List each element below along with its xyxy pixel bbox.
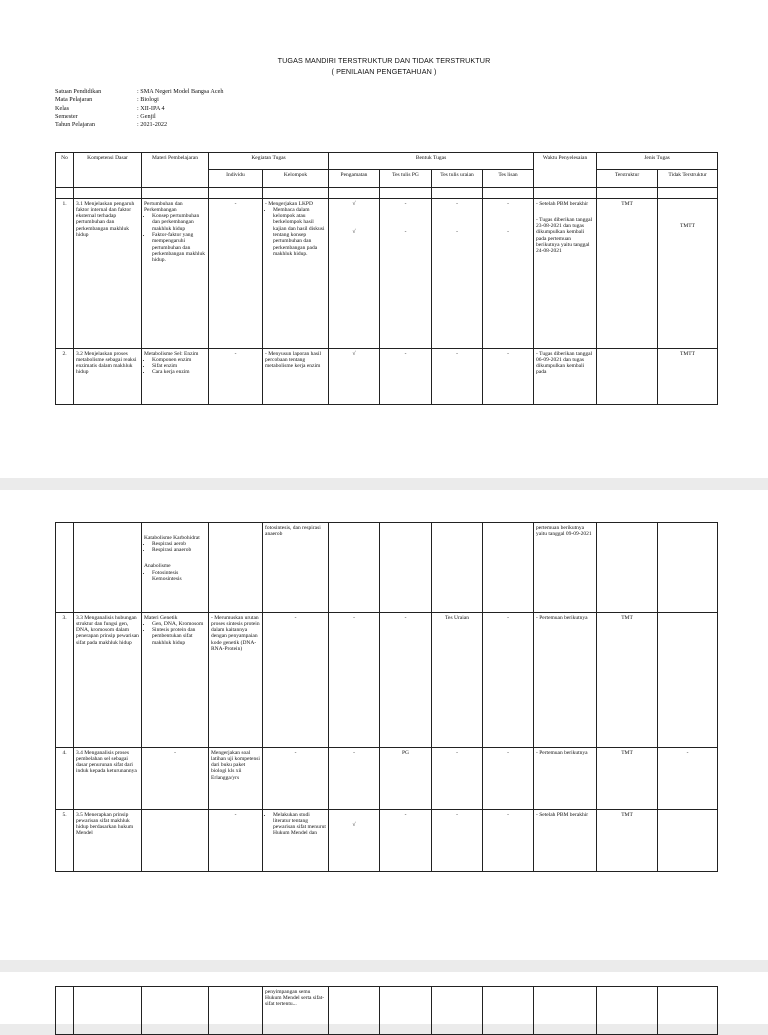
cell-pengamatan: -: [329, 748, 380, 810]
cell-kelompok: - Menyusun laporan hasil percobaan tentang metabolisme kerja enzim: [263, 349, 329, 405]
cell-tes-lisan: -: [483, 810, 534, 872]
header-tidak-terstruktur: Tidak Terstruktur: [658, 170, 718, 188]
cell-materi: -: [142, 748, 209, 810]
header-individu: Individu: [209, 170, 263, 188]
meta-label: Satuan Pendidikan: [55, 88, 102, 95]
cell-waktu: - Pertemuan berikutnya: [534, 613, 597, 748]
cell-tes-uraian: -: [432, 810, 483, 872]
cell-pengamatan: -: [329, 613, 380, 748]
cell-terstruktur: [597, 349, 658, 405]
tmtt-label: TMTT: [680, 222, 696, 229]
meta-value: : Genjil: [137, 112, 156, 120]
cell-materi: [142, 613, 209, 748]
kelompok-task: • Melakukan studi literatur tentang pewarisan sifat menurut Hukum Mendel dan: [273, 812, 326, 837]
dash: -: [507, 200, 509, 207]
kelompok-task: • Membaca dalam kelompok atau berkelompok hasil kajian dan hasil diskusi tentang konsep pertumbuhan dan perkembangan pada makhluk hidup.: [273, 207, 326, 257]
materi-item: • Fotosintesis Kemosintesis: [152, 570, 206, 583]
waktu-text: - Setelah PBM berakhir: [536, 200, 589, 207]
cell-tidak-terstruktur: -: [658, 748, 718, 810]
cell-kelompok: penyimpangan semu Hukum Mendel serta sifat-sifat tertentu...: [263, 987, 329, 1035]
meta-label: Kelas: [55, 104, 70, 112]
materi-item: • Respirasi anaerob: [152, 547, 206, 553]
document-page-2: [0, 490, 768, 960]
cell-tes-lisan: -: [483, 613, 534, 748]
check-mark: √: [352, 821, 356, 828]
cell-kompetensi-dasar: 3.3 Menganalisis hubungan struktur dan fungsi gen, DNA, kromosom dalam penerapan prinsip pewarisan sifat pada makhluk hidup: [74, 613, 142, 748]
table-row: [56, 987, 718, 1035]
materi-list: [144, 357, 206, 376]
waktu-text: - Tugas diberikan tanggal 23-08-2021 dan tugas dikumpulkan kembali pada pertemuan berikutnya yaitu tanggal 24-08-2021: [536, 216, 593, 255]
meta-value: : XII-IPA 4: [137, 104, 165, 112]
cell-pengamatan: [329, 810, 380, 872]
materi-item: • Sintesis protein dan pembentukan sifat makhluk hidup: [152, 627, 206, 646]
cell-kompetensi-dasar: 3.4 Menganalisis proses pembelahan sel sebagai dasar penurunan sifat dari induk kepada keturunannya: [74, 748, 142, 810]
cell-terstruktur: TMT: [597, 199, 658, 349]
cell-tes-pg: -: [380, 613, 432, 748]
cell-no: 5.: [56, 810, 74, 872]
kelompok-list: [265, 812, 326, 837]
meta-value: : 2021-2022: [137, 121, 168, 129]
identity-block: [55, 88, 223, 129]
cell-tes-lisan: -: [483, 748, 534, 810]
cell-kelompok: -: [263, 748, 329, 810]
materi-title: Katabolisme Karbohidrat: [144, 534, 200, 541]
dash: -: [507, 228, 509, 235]
cell-materi: [142, 199, 209, 349]
cell-tidak-terstruktur: TMTT: [658, 349, 718, 405]
cell-kelompok: fotosintesis, dan respirasi anaerob: [263, 523, 329, 613]
cell-tes-lisan: [483, 199, 534, 349]
header-tes-lisan: Tes lisan: [483, 170, 534, 188]
cell-individu: Mengerjakan soal latihan uji kompetensi dari buku paket biologi kls xii Erlangga/yrs: [209, 748, 263, 810]
cell-waktu: [534, 199, 597, 349]
document-subtitle: ( PENILAIAN PENGETAHUAN ): [331, 67, 437, 76]
document-page-1: [0, 0, 768, 478]
kelompok-list: [265, 207, 326, 257]
header-no: No: [56, 153, 74, 188]
kelompok-task: - Mengerjakan LKPD: [265, 200, 313, 207]
assignment-table-continued: [55, 522, 718, 872]
materi-title: Materi Genetik: [144, 614, 178, 621]
assignment-table: [55, 152, 718, 405]
cell-tidak-terstruktur: [658, 199, 718, 349]
cell-kompetensi-dasar: 3.1 Menjelaskan pengaruh faktor internal dan faktor eksternal terhadap pertumbuhan dan perkembangan makhluk hidup: [74, 199, 142, 349]
materi-item: • Konsep pertumbuhan dan perkembangan makhluk hidup: [152, 213, 206, 232]
cell-tes-pg: PG: [380, 748, 432, 810]
dash: -: [456, 200, 458, 207]
table-spacer-row: [56, 188, 718, 199]
cell-kelompok: -: [263, 613, 329, 748]
table-row: [56, 810, 718, 872]
cell-materi: [142, 523, 209, 613]
cell-kelompok: [263, 810, 329, 872]
table-row: [56, 613, 718, 748]
cell-kelompok: [263, 199, 329, 349]
dash: -: [404, 228, 407, 235]
header-materi: Materi Pembelajaran: [142, 153, 209, 188]
meta-value: : Biologi: [137, 96, 159, 104]
header-kompetensi-dasar: Kompetensi Dasar: [74, 153, 142, 188]
cell-no: 4.: [56, 748, 74, 810]
table-row: [56, 349, 718, 405]
cell-tes-uraian: [432, 199, 483, 349]
cell-tes-uraian: Tes Uraian: [432, 613, 483, 748]
dash: -: [456, 228, 458, 235]
materi-title: Anabolisme: [144, 563, 171, 570]
materi-item: • Komponen enzim: [152, 357, 206, 363]
header-terstruktur: Terstruktur: [597, 170, 658, 188]
cell-no: 2.: [56, 349, 74, 405]
cell-pengamatan: [329, 199, 380, 349]
cell-individu: -: [209, 199, 263, 349]
meta-row: [55, 105, 223, 113]
header-tes-uraian: Tes tulis uraian: [432, 170, 483, 188]
cell-tes-pg: -: [380, 810, 432, 872]
header-bentuk-tugas: Bentuk Tugas: [329, 153, 534, 170]
cell-tidak-terstruktur: [658, 613, 718, 748]
assignment-table-continued-2: [55, 986, 718, 1035]
cell-tes-pg: [380, 199, 432, 349]
table-row: [56, 523, 718, 613]
dash: -: [404, 200, 407, 207]
cell-terstruktur: TMT: [597, 613, 658, 748]
cell-kompetensi-dasar: 3.2 Menjelaskan proses metabolisme sebagai reaksi enzimatis dalam makhluk hidup: [74, 349, 142, 405]
meta-label: Semester: [55, 112, 78, 120]
cell-individu: -: [209, 810, 263, 872]
materi-title: Pertumbuhan dan Perkembangan: [144, 200, 183, 213]
check-mark: √: [352, 228, 356, 235]
document-page-3: [0, 972, 768, 1024]
cell-kompetensi-dasar: 3.5 Menerapkan prinsip pewarisan sifat makhluk hidup berdasarkan hukum Mendel: [74, 810, 142, 872]
cell-individu: - Merumuskan urutan proses sintesis protein dalam kaitannya dengan penyampaian kode genetik (DNA-RNA-Protein): [209, 613, 263, 748]
cell-tes-uraian: -: [432, 349, 483, 405]
header-waktu: Waktu Penyelesaian: [534, 153, 597, 188]
materi-list: [144, 621, 206, 646]
cell-terstruktur: TMT: [597, 748, 658, 810]
cell-tes-uraian: -: [432, 748, 483, 810]
materi-title: Metabolisme Sel: Enzim: [144, 350, 199, 357]
cell-terstruktur: TMT: [597, 810, 658, 872]
meta-label: Mata Pelajaran: [55, 96, 93, 104]
materi-item: • Gen, DNA, Kromosom: [152, 621, 206, 627]
header-tes-pg: Tes tulis PG: [380, 170, 432, 188]
cell-tes-pg: -: [380, 349, 432, 405]
materi-item: • Respirasi aerob: [152, 541, 206, 547]
cell-no: 3.: [56, 613, 74, 748]
cell-pengamatan: √: [329, 349, 380, 405]
materi-list: [144, 541, 206, 554]
materi-list: [144, 213, 206, 263]
meta-row: [55, 113, 223, 121]
cell-no: 1.: [56, 199, 74, 349]
cell-individu: -: [209, 349, 263, 405]
cell-tidak-terstruktur: [658, 810, 718, 872]
cell-tes-lisan: -: [483, 349, 534, 405]
materi-item: • Sifat enzim: [152, 363, 206, 369]
header-pengamatan: Pengamatan: [329, 170, 380, 188]
header-kegiatan-tugas: Kegiatan Tugas: [209, 153, 329, 170]
cell-waktu: - Setelah PBM berakhir: [534, 810, 597, 872]
materi-list: [144, 570, 206, 583]
header-kelompok: Kelompok: [263, 170, 329, 188]
check-mark: √: [352, 200, 356, 207]
header-jenis-tugas: Jenis Tugas: [597, 153, 718, 170]
table-header-row: [56, 153, 718, 170]
meta-row: [55, 88, 223, 96]
table-row: [56, 748, 718, 810]
meta-row: [55, 121, 223, 129]
cell-materi: [142, 349, 209, 405]
cell-waktu: - Tugas diberikan tanggal 06-09-2021 dan tugas dikumpulkan kembali pada: [534, 349, 597, 405]
cell-materi: [142, 810, 209, 872]
meta-row: [55, 96, 223, 104]
document-title: TUGAS MANDIRI TERSTRUKTUR DAN TIDAK TERSTRUKTUR: [277, 56, 491, 65]
meta-label: Tahun Pelajaran: [55, 121, 95, 129]
cell-waktu: - Pertemuan berikutnya: [534, 748, 597, 810]
materi-item: • Cara kerja enzim: [152, 369, 206, 375]
materi-item: • Faktor-faktor yang mempengaruhi pertumbuhan dan perkembangan makhluk hidup.: [152, 232, 206, 263]
meta-value: : SMA Negeri Model Bangsa Aceh: [137, 88, 224, 95]
cell-waktu: pertemuan berikutnya yaitu tanggal 09-09-2021: [534, 523, 597, 613]
table-row: [56, 199, 718, 349]
